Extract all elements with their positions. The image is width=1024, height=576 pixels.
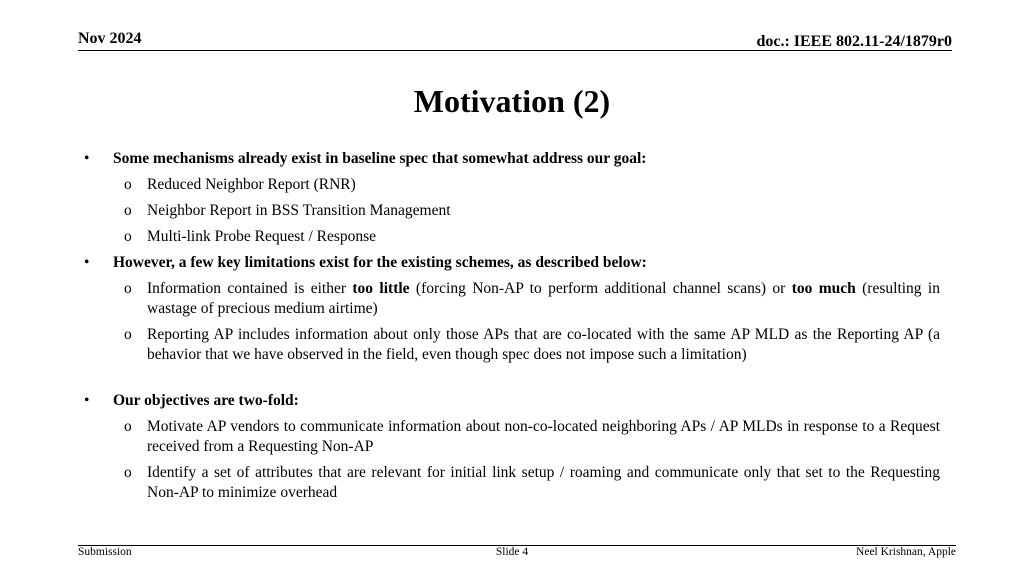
sub-bullet-text: Multi-link Probe Request / Response: [147, 228, 377, 245]
sub-bullet-text: Neighbor Report in BSS Transition Management: [147, 202, 451, 219]
sub-bullet: [84, 175, 940, 195]
sub-bullet: [84, 325, 940, 365]
slide-body: [84, 149, 940, 509]
emphasis-too-little: too little: [352, 280, 410, 297]
sub-bullet-marker: o: [124, 228, 132, 245]
header-divider: [78, 50, 952, 51]
footer-slide-number: Slide 4: [495, 546, 529, 558]
sub-bullet-marker: o: [124, 326, 132, 343]
footer-author: Neel Krishnan, Apple: [856, 546, 956, 558]
bullet-existing-mechanisms: [84, 149, 940, 169]
bullet-text: However, a few key limitations exist for the existing schemes, as described below:: [113, 254, 647, 271]
sub-bullet: [84, 279, 940, 319]
bullet-text: Some mechanisms already exist in baseline spec that somewhat address our goal:: [113, 150, 647, 167]
sub-bullet: [84, 463, 940, 503]
sub-bullet: [84, 227, 940, 247]
sub-bullet-text-part: (resulting in wastage of precious medium airtime): [147, 280, 940, 317]
sub-bullet-text: Motivate AP vendors to communicate information about non-co-located neighboring APs / AP MLDs in response to a Request received from a Requesting Non-AP: [147, 418, 940, 455]
sub-bullet-marker: o: [124, 418, 132, 435]
sub-bullet-marker: o: [124, 176, 132, 193]
header-doc-id: doc.: IEEE 802.11-24/1879r0: [756, 33, 952, 50]
bullet-marker: •: [84, 254, 90, 271]
header-date: Nov 2024: [78, 30, 142, 47]
sub-bullet-text: Reduced Neighbor Report (RNR): [147, 176, 356, 193]
sub-bullet-text: Reporting AP includes information about only those APs that are co-located with the same AP MLD as the Reporting AP (a behavior that we have observed in the field, even though spec does not impose such a limitation): [147, 326, 940, 363]
sub-bullet: [84, 201, 940, 221]
sub-bullet-text: Identify a set of attributes that are relevant for initial link setup / roaming and communicate only that set to the Requesting Non-AP to minimize overhead: [147, 464, 940, 501]
sub-bullet-marker: o: [124, 464, 132, 481]
bullet-text: Our objectives are two-fold:: [113, 392, 299, 409]
footer-submission: Submission: [78, 546, 132, 558]
sub-bullet-text-part: (forcing Non-AP to perform additional channel scans) or: [409, 280, 792, 297]
emphasis-too-much: too much: [791, 280, 856, 297]
sub-bullet-marker: o: [124, 280, 132, 297]
spacer: [84, 371, 940, 391]
bullet-marker: •: [84, 150, 90, 167]
bullet-marker: •: [84, 392, 90, 409]
sub-bullet: [84, 417, 940, 457]
sub-bullet-marker: o: [124, 202, 132, 219]
slide-title: Motivation (2): [413, 83, 611, 119]
bullet-limitations: [84, 253, 940, 273]
bullet-objectives: [84, 391, 940, 411]
sub-bullet-text-part: Information contained is either: [147, 280, 353, 297]
